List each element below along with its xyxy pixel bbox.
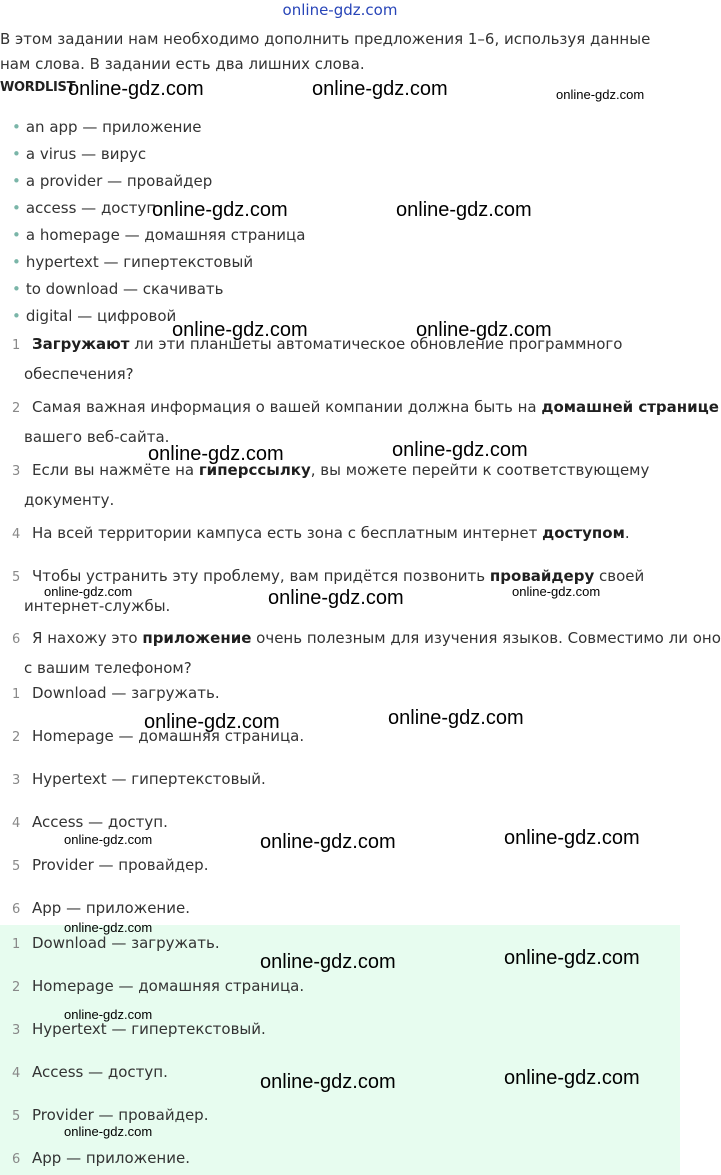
watermark: online-gdz.com bbox=[64, 1007, 153, 1022]
watermark: online-gdz.com bbox=[44, 584, 133, 599]
bullet-icon: • bbox=[12, 199, 21, 217]
intro-text: В этом задании нам необходимо дополнить предложения 1–6, используя данные нам слова. В задании есть два лишних слова. bbox=[0, 30, 651, 73]
highlighted-answer-item: 2 Homepage — домашняя страница. bbox=[12, 977, 305, 995]
watermark: online-gdz.com bbox=[260, 831, 396, 853]
watermark: online-gdz.com bbox=[504, 947, 640, 969]
top-watermark: online-gdz.com bbox=[282, 1, 398, 19]
bullet-icon: • bbox=[12, 280, 21, 298]
answer-item: 3 Hypertext — гипертекстовый. bbox=[12, 770, 266, 788]
bullet-icon: • bbox=[12, 253, 21, 271]
wordlist-heading: WORDLIST bbox=[0, 80, 76, 95]
bullet-icon: • bbox=[12, 118, 21, 136]
watermark: online-gdz.com bbox=[152, 199, 288, 221]
wordlist-item: • digital — цифровой bbox=[12, 307, 177, 325]
question-item: 5 Чтобы устранить эту проблему, вам придётся позвонить провайдеру своей интернет-службы. bbox=[12, 567, 645, 615]
question-item: 1 Загружают ли эти планшеты автоматическое обновление программного обеспечения? bbox=[12, 335, 623, 383]
watermark: online-gdz.com bbox=[268, 587, 404, 609]
watermark: online-gdz.com bbox=[504, 1067, 640, 1089]
watermark: online-gdz.com bbox=[556, 87, 645, 102]
watermark: online-gdz.com bbox=[388, 707, 524, 729]
watermark: online-gdz.com bbox=[392, 439, 528, 461]
wordlist-item: • a virus — вирус bbox=[12, 145, 147, 163]
question-item: 6 Я нахожу это приложение очень полезным для изучения языков. Совместимо ли оно с вашим телефоном? bbox=[12, 629, 721, 677]
question-item: 2 Самая важная информация о вашей компании должна быть на домашней странице вашего веб-сайта. bbox=[12, 398, 719, 446]
watermark: online-gdz.com bbox=[260, 1071, 396, 1093]
answer-item: 2 Homepage — домашняя страница. bbox=[12, 727, 305, 745]
answer-item: 6 App — приложение. bbox=[12, 899, 190, 917]
watermark: online-gdz.com bbox=[68, 78, 204, 100]
watermark: online-gdz.com bbox=[512, 584, 601, 599]
highlighted-answer-item: 4 Access — доступ. bbox=[12, 1063, 168, 1081]
watermark: online-gdz.com bbox=[64, 920, 153, 935]
bullet-icon: • bbox=[12, 307, 21, 325]
watermark: online-gdz.com bbox=[396, 199, 532, 221]
wordlist-item: • an app — приложение bbox=[12, 118, 202, 136]
watermark: online-gdz.com bbox=[148, 443, 284, 465]
highlighted-answer-item: 6 App — приложение. bbox=[12, 1149, 190, 1167]
answer-item: 1 Download — загружать. bbox=[12, 684, 220, 702]
watermark: online-gdz.com bbox=[172, 319, 308, 341]
question-item: 4 На всей территории кампуса есть зона с бесплатным интернет доступом. bbox=[12, 524, 630, 542]
watermark: online-gdz.com bbox=[260, 951, 396, 973]
wordlist-item: • a provider — провайдер bbox=[12, 172, 213, 190]
answer-item: 5 Provider — провайдер. bbox=[12, 856, 209, 874]
highlighted-answer-item: 5 Provider — провайдер. bbox=[12, 1106, 209, 1124]
wordlist-item: • hypertext — гипертекстовый bbox=[12, 253, 254, 271]
watermark: online-gdz.com bbox=[504, 827, 640, 849]
wordlist-item: • access — доступ bbox=[12, 199, 157, 217]
watermark: online-gdz.com bbox=[64, 832, 153, 847]
highlighted-answer-item: 1 Download — загружать. bbox=[12, 934, 220, 952]
bullet-icon: • bbox=[12, 172, 21, 190]
watermark: online-gdz.com bbox=[144, 711, 280, 733]
watermark: online-gdz.com bbox=[416, 319, 552, 341]
bullet-icon: • bbox=[12, 145, 21, 163]
bullet-icon: • bbox=[12, 226, 21, 244]
wordlist-item: • to download — скачивать bbox=[12, 280, 224, 298]
watermark: online-gdz.com bbox=[312, 78, 448, 100]
question-item: 3 Если вы нажмёте на гиперссылку, вы можете перейти к соответствующему документу. bbox=[12, 461, 650, 509]
watermark: online-gdz.com bbox=[64, 1124, 153, 1139]
highlighted-answer-item: 3 Hypertext — гипертекстовый. bbox=[12, 1020, 266, 1038]
answer-item: 4 Access — доступ. bbox=[12, 813, 168, 831]
wordlist-item: • a homepage — домашняя страница bbox=[12, 226, 306, 244]
